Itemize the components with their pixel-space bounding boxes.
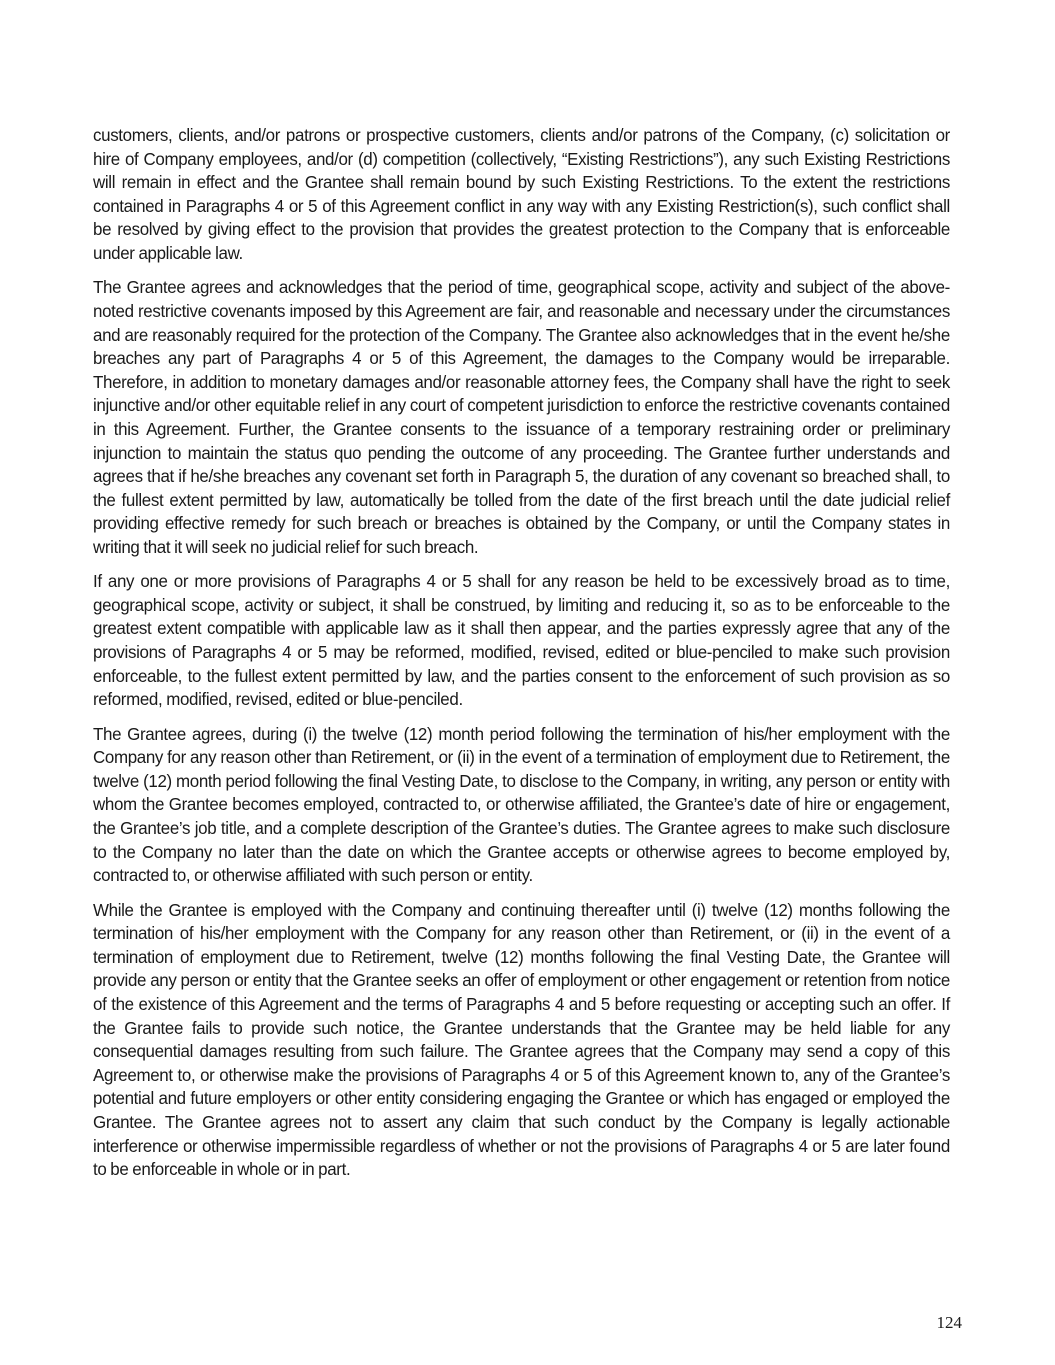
paragraph-disclosure-obligation: The Grantee agrees, during (i) the twelve (12) month period following the termination of his/her employment with the Company for any reason other than Retirement, or (ii) in the event of a termination of employment due to Retirement, the twelve (12) month period following the final Vesting Date, to disclose to the Company, in writing, any person or entity with whom the Grantee becomes employed, contracted to, or otherwise affiliated, the Grantee’s date of hire or engagement, the Grantee’s job title, and a complete description of the Grantee’s duties. The Grantee agrees to make such disclosure to the Company no later than the date on which the Grantee accepts or otherwise agrees to become employed by, contracted to, or otherwise affiliated with such person or entity.	[93, 723, 950, 886]
document-body	[93, 124, 950, 1193]
paragraph-severability: If any one or more provisions of Paragraphs 4 or 5 shall for any reason be held to be excessively broad as to time, geographical scope, activity or subject, it shall be construed, by limiting and reducing it, so as to be enforceable to the greatest extent compatible with applicable law as it shall then appear, and the parties expressly agree that any of the provisions of Paragraphs 4 or 5 may be reformed, modified, revised, edited or blue-penciled to make such provision enforceable, to the fullest extent permitted by law, and the parties consent to the enforcement of such provision as so reformed, modified, revised, edited or blue-penciled.	[93, 571, 950, 710]
page-number: 124	[936, 1313, 962, 1332]
paragraph-notice-to-employers: While the Grantee is employed with the Company and continuing thereafter until (i) twelve (12) months following the termination of his/her employment with the Company for any reason other than Retirement, or (ii) in the event of a termination of employment due to Retirement, twelve (12) months following the final Vesting Date, the Grantee will provide any person or entity that the Grantee seeks an offer of employment or other engagement or retention from notice of the existence of this Agreement and the terms of Paragraphs 4 and 5 before requesting or accepting such an offer. If the Grantee fails to provide such notice, the Grantee understands that the Grantee may be held liable for any consequential damages resulting from such failure. The Grantee agrees that the Company may send a copy of this Agreement to, or otherwise make the provisions of Paragraphs 4 or 5 of this Agreement known to, any of the Grantee’s potential and future employers or other entity considering engaging the Grantee or which has engaged or employed the Grantee. The Grantee agrees not to assert any claim that such conduct by the Company is legally actionable interference or otherwise impermissible regardless of whether or not the provisions of Paragraphs 4 or 5 are later found to be enforceable in whole or in part.	[93, 899, 950, 1180]
paragraph-covenant-reasonableness: The Grantee agrees and acknowledges that the period of time, geographical scope, activity and subject of the above-noted restrictive covenants imposed by this Agreement are fair, and reasonable and necessary under the circumstances and are reasonably required for the protection of the Company. The Grantee also acknowledges that in the event he/she breaches any part of Paragraphs 4 or 5 of this Agreement, the damages to the Company would be irreparable. Therefore, in addition to monetary damages and/or reasonable attorney fees, the Company shall have the right to seek injunctive and/or other equitable relief in any court of competent jurisdiction to enforce the restrictive covenants contained in this Agreement. Further, the Grantee consents to the issuance of a temporary restraining order or preliminary injunction to maintain the status quo pending the outcome of any proceeding. The Grantee further understands and agrees that if he/she breaches any covenant set forth in Paragraph 5, the duration of any covenant so breached shall, to the fullest extent permitted by law, automatically be tolled from the date of the first breach until the date judicial relief providing effective remedy for such breach or breaches is obtained by the Company, or until the Company states in writing that it will seek no judicial relief for such breach.	[93, 277, 950, 557]
paragraph-existing-restrictions: customers, clients, and/or patrons or prospective customers, clients and/or patrons of the Company, (c) solicitation or hire of Company employees, and/or (d) competition (collectively, “Existing Restrictions”), any such Existing Restrictions will remain in effect and the Grantee shall remain bound by such Existing Restrictions. To the extent the restrictions contained in Paragraphs 4 or 5 of this Agreement conflict in any way with any Existing Restriction(s), such conflict shall be resolved by giving effect to the provision that provides the greatest protection to the Company that is enforceable under applicable law.	[93, 125, 950, 263]
